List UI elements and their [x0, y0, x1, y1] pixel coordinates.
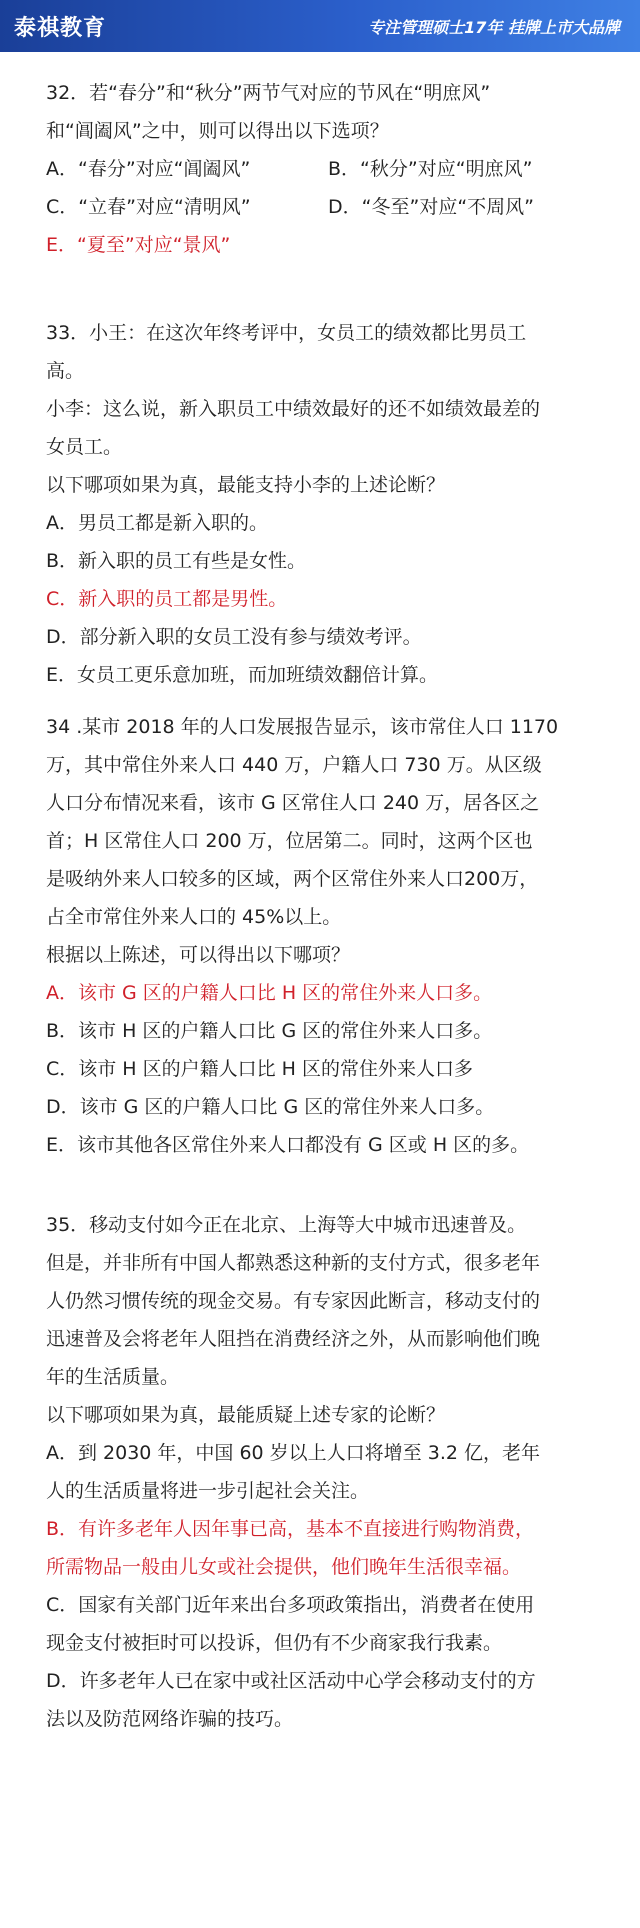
question-stem-line: 以下哪项如果为真，最能质疑上述专家的论断？	[46, 1404, 446, 1426]
option-a: A．男员工都是新入职的。	[46, 512, 268, 534]
option-b-answer-continued: 所需物品一般由儿女或社会提供，他们晚年生活很幸福。	[46, 1556, 522, 1578]
option-e-answer: E．“夏至”对应“景风”	[46, 234, 231, 256]
option-b: B．“秋分”对应“明庶风”	[328, 158, 533, 180]
option-c: C．该市 H 区的户籍人口比 H 区的常住外来人口多	[46, 1058, 474, 1080]
brand-logo-text: 泰祺教育	[14, 14, 107, 41]
question-stem-line: 迅速普及会将老年人阻挡在消费经济之外，从而影响他们晚	[46, 1328, 541, 1350]
option-d-continued: 法以及防范网络诈骗的技巧。	[46, 1708, 294, 1730]
header-banner	[0, 0, 640, 52]
option-c-answer: C．新入职的员工都是男性。	[46, 588, 288, 610]
option-d: D．许多老年人已在家中或社区活动中心学会移动支付的方	[46, 1670, 536, 1692]
option-b: B．新入职的员工有些是女性。	[46, 550, 307, 572]
question-32	[46, 74, 610, 264]
question-stem-line: 和“阊阖风”之中，则可以得出以下选项？	[46, 120, 389, 142]
question-stem-line: 年的生活质量。	[46, 1366, 180, 1388]
option-a-answer: A．该市 G 区的户籍人口比 H 区的常住外来人口多。	[46, 982, 493, 1004]
question-stem-line: 根据以上陈述，可以得出以下哪项？	[46, 944, 351, 966]
option-row	[46, 188, 610, 226]
question-stem-line: 万，其中常住外来人口 440 万，户籍人口 730 万。从区级	[46, 754, 542, 776]
question-stem-line: 高。	[46, 360, 85, 382]
option-c-continued: 现金支付被拒时可以投诉，但仍有不少商家我行我素。	[46, 1632, 503, 1654]
option-row	[46, 150, 610, 188]
question-stem-line: 但是，并非所有中国人都熟悉这种新的支付方式，很多老年	[46, 1252, 541, 1274]
option-c: C．国家有关部门近年来出台多项政策指出，消费者在使用	[46, 1594, 535, 1616]
option-a: A．到 2030 年，中国 60 岁以上人口将增至 3.2 亿，老年	[46, 1442, 540, 1464]
question-list	[0, 52, 640, 1738]
option-b: B．该市 H 区的户籍人口比 G 区的常住外来人口多。	[46, 1020, 493, 1042]
option-d: D．“冬至”对应“不周风”	[328, 196, 535, 218]
question-34	[46, 708, 610, 1164]
question-stem-line: 女员工。	[46, 436, 123, 458]
question-35	[46, 1206, 610, 1738]
question-stem-line: 35．移动支付如今正在北京、上海等大中城市迅速普及。	[46, 1214, 527, 1236]
option-c: C．“立春”对应“清明风”	[46, 196, 251, 218]
header-tagline: 专注管理硕士17年 挂牌上市大品牌	[368, 17, 620, 37]
option-d: D．该市 G 区的户籍人口比 G 区的常住外来人口多。	[46, 1096, 495, 1118]
question-stem-line: 占全市常住外来人口的 45%以上。	[46, 906, 342, 928]
question-stem-line: 是吸纳外来人口较多的区域，两个区常住外来人口200万，	[46, 868, 539, 890]
question-stem-line: 首；H 区常住人口 200 万，位居第二。同时，这两个区也	[46, 830, 533, 852]
option-e: E．女员工更乐意加班，而加班绩效翻倍计算。	[46, 664, 439, 686]
question-stem-line: 33．小王：在这次年终考评中，女员工的绩效都比男员工	[46, 322, 527, 344]
question-33	[46, 314, 610, 694]
option-b-answer: B．有许多老年人因年事已高，基本不直接进行购物消费，	[46, 1518, 535, 1540]
question-stem-line: 32．若“春分”和“秋分”两节气对应的节风在“明庶风”	[46, 82, 491, 104]
option-e: E．该市其他各区常住外来人口都没有 G 区或 H 区的多。	[46, 1134, 530, 1156]
question-stem-line: 以下哪项如果为真，最能支持小李的上述论断？	[46, 474, 446, 496]
question-stem-line: 人口分布情况来看，该市 G 区常住人口 240 万，居各区之	[46, 792, 540, 814]
option-a-continued: 人的生活质量将进一步引起社会关注。	[46, 1480, 370, 1502]
option-d: D．部分新入职的女员工没有参与绩效考评。	[46, 626, 422, 648]
question-stem-line: 34 .某市 2018 年的人口发展报告显示，该市常住人口 1170	[46, 716, 559, 738]
option-a: A．“春分”对应“阊阖风”	[46, 158, 251, 180]
question-stem-line: 小李：这么说，新入职员工中绩效最好的还不如绩效最差的	[46, 398, 541, 420]
question-stem-line: 人仍然习惯传统的现金交易。有专家因此断言，移动支付的	[46, 1290, 541, 1312]
